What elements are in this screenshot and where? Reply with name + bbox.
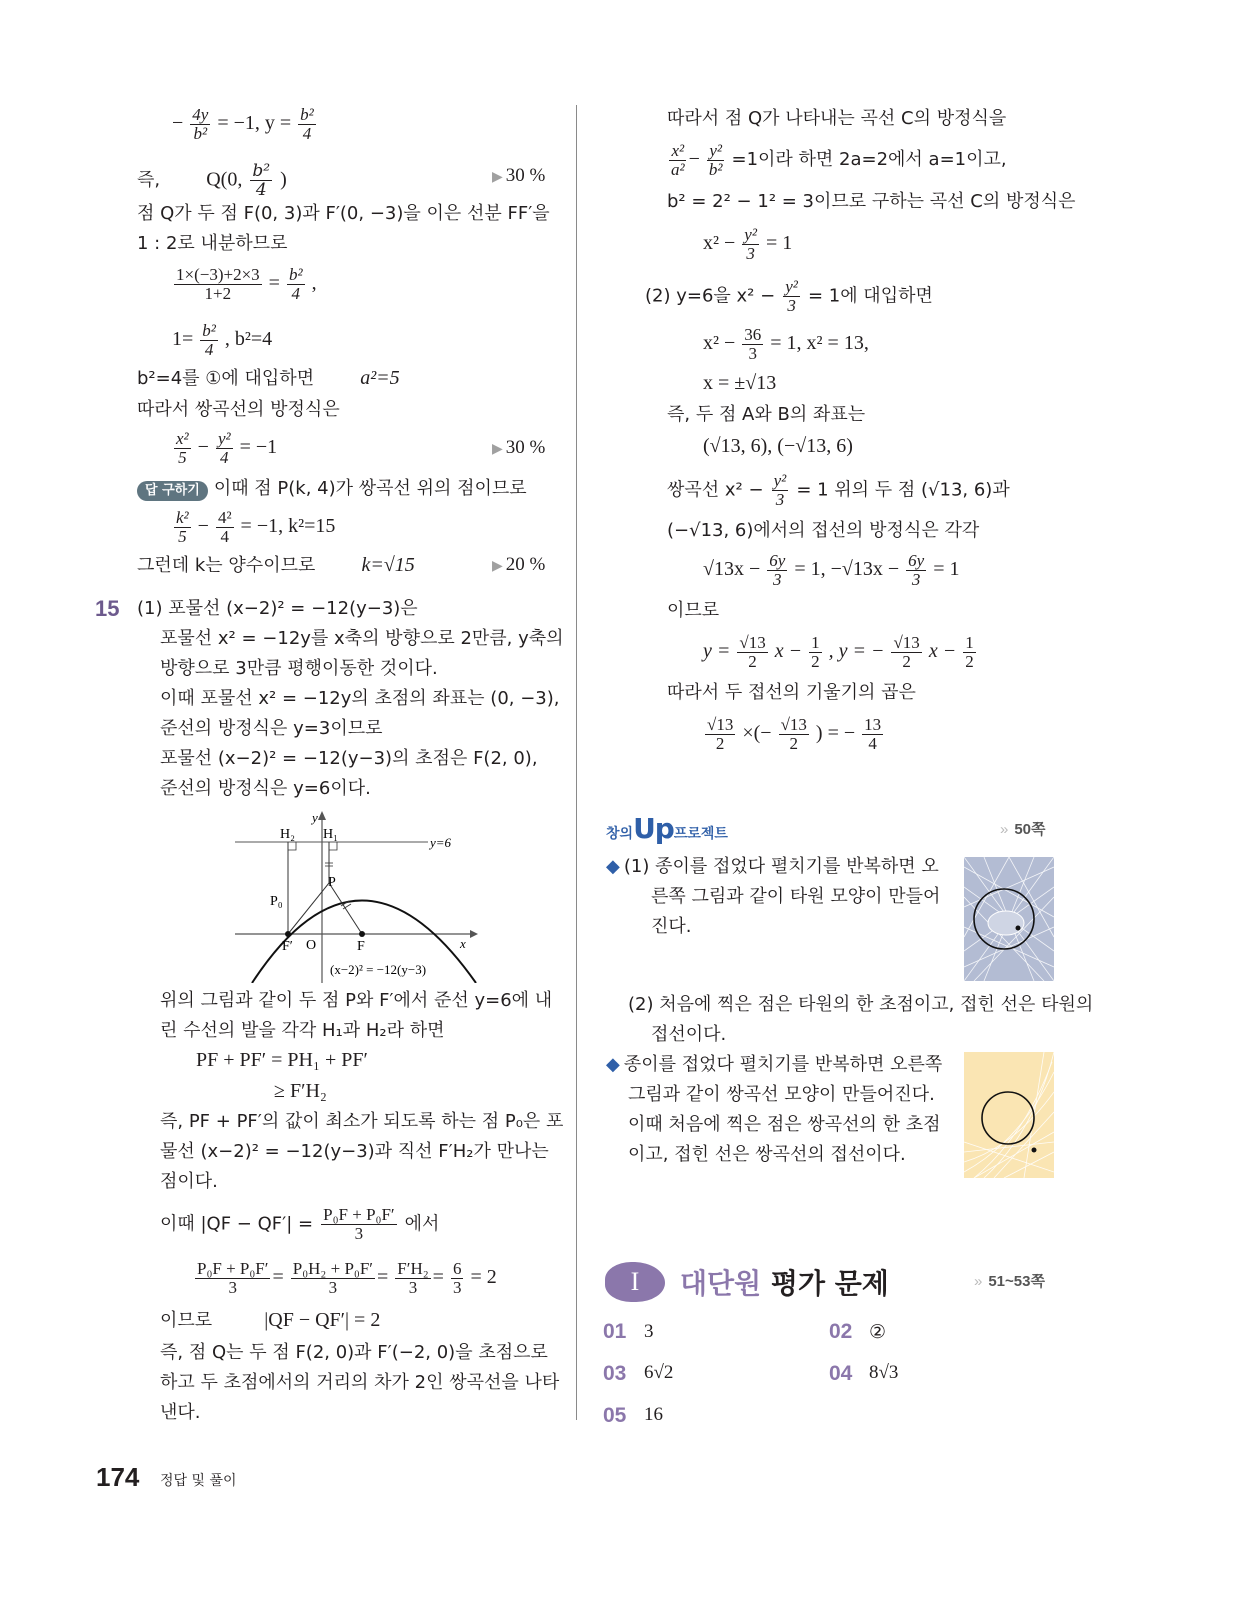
- equation-line: (2) y=6을 x² − $\frac{\text{y²}}{3}$ = 1에 대입하면: [645, 277, 933, 315]
- text-line: 위의 그림과 같이 두 점 P와 F′에서 준선 y=6에 내: [160, 990, 553, 1011]
- diamond-number-icon: ◆: [606, 856, 620, 877]
- text-line: 준선의 방정식은 y=6이다.: [160, 778, 371, 799]
- equation-line: x² − $\frac{36}{3}$ = 1, x² = 13,: [703, 325, 869, 363]
- answer-number: 04: [829, 1362, 853, 1385]
- text-line: 포물선 x² = −12y를 x축의 방향으로 2만큼, y축의: [160, 628, 564, 649]
- ellipse-folding-image: [964, 857, 1054, 981]
- text-line: 준선의 방정식은 y=3이므로: [160, 718, 383, 739]
- svg-text:P: P: [328, 875, 336, 890]
- svg-text:x: x: [460, 936, 466, 951]
- answer-value: 8√3: [869, 1362, 899, 1383]
- page-number: 174: [96, 1462, 140, 1492]
- answer-badge: 답 구하기: [137, 481, 208, 501]
- answer-number: 02: [829, 1320, 853, 1343]
- equation-line: PF + PF′ = PH₁ + PF′: [196, 1049, 368, 1071]
- text-line: (2) 처음에 찍은 점은 타원의 한 초점이고, 접힌 선은 타원의: [628, 994, 1094, 1015]
- text-line: 따라서 점 Q가 나타내는 곡선 C의 방정식을: [667, 108, 1007, 129]
- score-percent: ▶ 30 %: [492, 437, 546, 458]
- equation-line: $\frac{1\times(-3)+2\times 3}{1+2}$ = $\frac{\text{b²}}{4}$ ,: [176, 265, 317, 303]
- equation-line: 이때 |QF − QF′| = $\frac{\text{P₀F + P₀F′}}{3}$ 에서: [160, 1205, 440, 1243]
- text-line: 하고 두 초점에서의 거리의 차가 2인 쌍곡선을 나타: [160, 1372, 560, 1393]
- equation-line: $\frac{\text{k²}}{5}$ − $\frac{\text{4²}}{4}$ = −1, k²=15: [176, 508, 336, 546]
- parabola-figure: [230, 808, 480, 983]
- svg-text:(x−2)² = −12(y−3): (x−2)² = −12(y−3): [330, 962, 427, 977]
- text-line: 방향으로 3만큼 평행이동한 것이다.: [160, 658, 438, 679]
- page-reference: » 50쪽: [1000, 821, 1046, 838]
- equation-line: $\frac{\text{P₀F + P₀F′}}{3}$ = $\frac{\text{P₀H₂ + P₀F′}}{3}$ = $\frac{\text{F′H₂}}{3}$ = $\frac{6}{3}$ = 2: [197, 1259, 497, 1297]
- text-line: 물선 (x−2)² = −12(y−3)과 직선 F′H₂가 만나는: [160, 1141, 549, 1162]
- hyperbola-folding-image: [964, 1052, 1054, 1178]
- text-line: 1 : 2로 내분하므로: [137, 233, 288, 254]
- text-line: 진다.: [651, 916, 692, 937]
- question-number: 15: [95, 596, 120, 621]
- text-line: 즉, PF + PF′의 값이 최소가 되도록 하는 점 P₀은 포: [160, 1111, 564, 1132]
- text-line: (−√13, 6)에서의 접선의 방정식은 각각: [667, 520, 980, 541]
- answer-value: 6√2: [644, 1362, 674, 1383]
- score-percent: ▶ 30 %: [492, 165, 546, 186]
- text-line: 따라서 두 접선의 기울기의 곱은: [667, 682, 916, 703]
- score-percent: ▶ 20 %: [492, 554, 546, 575]
- text-line: 그런데 k는 양수이므로 k=√15: [137, 554, 415, 576]
- text-line: 그림과 같이 쌍곡선 모양이 만들어진다.: [628, 1084, 935, 1105]
- unit-badge: I: [605, 1262, 665, 1302]
- svg-text:H₂: H₂: [280, 827, 295, 842]
- answer-value: 16: [644, 1404, 663, 1425]
- svg-text:P₀: P₀: [270, 894, 283, 909]
- text-line: b² = 2² − 1² = 3이므로 구하는 곡선 C의 방정식은: [667, 191, 1076, 212]
- equation-line: ≥ F′H₂: [274, 1080, 327, 1102]
- list-item: ◆ (1) 종이를 접었다 펼치기를 반복하면 오: [606, 856, 939, 877]
- svg-text:F: F: [357, 939, 365, 954]
- up-project-title: 창의Up프로젝트: [606, 812, 728, 845]
- equation-line: $\frac{\text{x²}}{5}$ − $\frac{\text{y²}}{4}$ = −1: [176, 429, 278, 467]
- text-line: 답 구하기 이때 점 P(k, 4)가 쌍곡선 위의 점이므로: [137, 474, 527, 504]
- text-line: 따라서 쌍곡선의 방정식은: [137, 399, 340, 420]
- column-divider: [576, 105, 577, 1420]
- text-line: 접선이다.: [651, 1024, 727, 1045]
- equation-line: x = ±√13: [703, 372, 777, 394]
- equation-line: 쌍곡선 x² − $\frac{\text{y²}}{3}$ = 1 위의 두 점 (√13, 6)과: [667, 471, 1010, 509]
- text-line: 즉, 두 점 A와 B의 좌표는: [667, 404, 866, 425]
- text-line: 이므로: [667, 600, 720, 621]
- page-reference: » 51~53쪽: [974, 1273, 1045, 1290]
- equation-line: x² − $\frac{\text{y²}}{3}$ = 1: [703, 225, 793, 263]
- text-line: 린 수선의 발을 각각 H₁과 H₂라 하면: [160, 1020, 445, 1041]
- text-line: 점 Q가 두 점 F(0, 3)과 F′(0, −3)을 이은 선분 FF′을: [137, 203, 550, 224]
- equation-line: √13x − $\frac{6y}{3}$ = 1, −√13x − $\frac{6y}{3}$ = 1: [703, 551, 960, 589]
- svg-text:H₁: H₁: [323, 827, 338, 842]
- answer-number: 01: [603, 1320, 627, 1343]
- unit-title: 대단원 평가 문제: [680, 1267, 889, 1300]
- equation-line: $\frac{√13}{2}$ ×(− $\frac{√13}{2}$ ) = − $\frac{13}{4}$: [707, 715, 882, 753]
- equation-line: $\frac{\text{x²}}{\text{a²}}$ − $\frac{\text{y²}}{\text{b²}}$ =1이라 하면 2a=2에서 a=1이고,: [671, 141, 1007, 179]
- answer-number: 03: [603, 1362, 627, 1385]
- text-line: b²=4를 ①에 대입하면 a²=5: [137, 367, 400, 389]
- answer-value: ②: [869, 1322, 887, 1343]
- list-item: ◆ 종이를 접었다 펼치기를 반복하면 오른쪽: [606, 1054, 943, 1075]
- text-line: 른쪽 그림과 같이 타원 모양이 만들어: [651, 886, 941, 907]
- text-line: 이때 처음에 찍은 점은 쌍곡선의 한 초점: [628, 1114, 941, 1135]
- equation-line: y = $\frac{√13}{2}$ x − $\frac{1}{2}$ , y = − $\frac{√13}{2}$ x − $\frac{1}{2}$: [703, 633, 974, 671]
- svg-text:y=6: y=6: [430, 835, 452, 850]
- text-line: 이때 포물선 x² = −12y의 초점의 좌표는 (0, −3),: [160, 688, 560, 709]
- chevron-icon: »: [974, 1273, 983, 1290]
- diamond-number-icon: ◆: [606, 1054, 620, 1075]
- equation-line: 이므로 |QF − QF′| = 2: [160, 1309, 381, 1331]
- answer-value: 3: [644, 1321, 654, 1342]
- svg-text:O: O: [306, 938, 317, 953]
- answer-number: 05: [603, 1404, 627, 1427]
- equation-line: (√13, 6), (−√13, 6): [703, 435, 853, 457]
- text-line: 즉, 점 Q는 두 점 F(2, 0)과 F′(−2, 0)을 초점으로: [160, 1342, 548, 1363]
- svg-text:y: y: [312, 810, 318, 825]
- svg-text:F′: F′: [282, 939, 293, 954]
- text-line: 점이다.: [160, 1171, 218, 1192]
- page-label: 정답 및 풀이: [160, 1473, 237, 1489]
- equation-line: 즉, Q(0, $\frac{\text{b²}}{4}$ ): [137, 161, 287, 200]
- text-line: 포물선 (x−2)² = −12(y−3)의 초점은 F(2, 0),: [160, 748, 538, 769]
- equation-line: 1= $\frac{\text{b²}}{4}$ , b²=4: [172, 321, 273, 359]
- text-line: 낸다.: [160, 1402, 201, 1423]
- text-line: (1) 포물선 (x−2)² = −12(y−3)은: [137, 598, 418, 619]
- chevron-icon: »: [1000, 821, 1009, 838]
- equation-line: − $\frac{4y}{\text{b²}}$ = −1, y = $\frac{\text{b²}}{4}$: [172, 105, 314, 143]
- text-line: 이고, 접힌 선은 쌍곡선의 접선이다.: [628, 1144, 906, 1165]
